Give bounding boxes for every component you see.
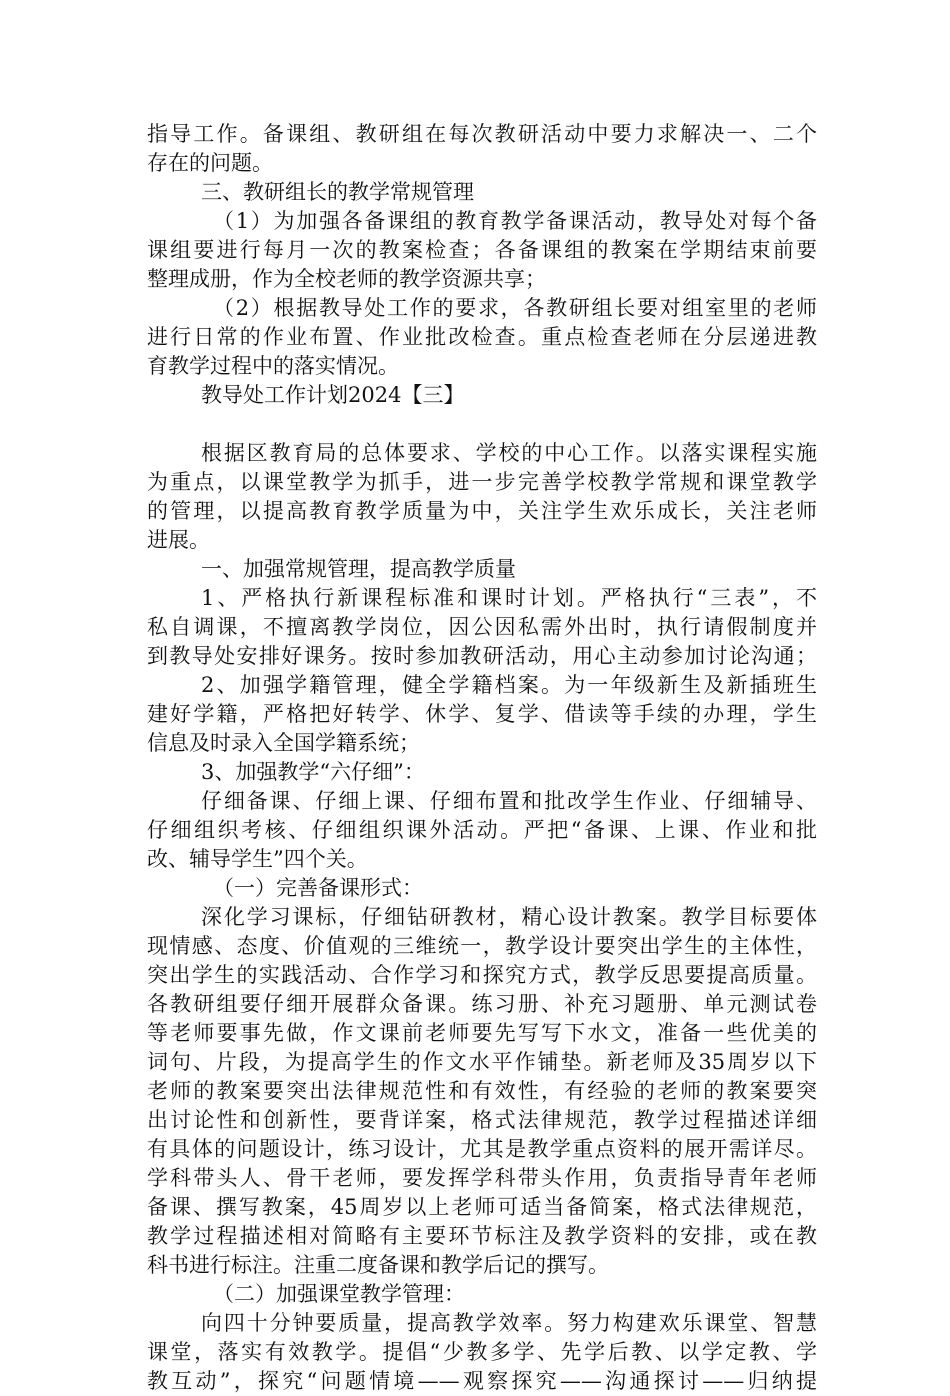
- paragraph-line: 词句、片段，为提高学生的作文水平作铺垫。新老师及35周岁以下: [147, 1050, 817, 1074]
- paragraph-line: 改、辅导学生”四个关。: [147, 847, 368, 871]
- blank-line: [147, 410, 817, 439]
- paragraph-line: 进行日常的作业布置、作业批改检查。重点检查老师在分层递进教: [147, 325, 817, 349]
- paragraph-line: 等老师要事先做，作文课前老师要先写写下水文，准备一些优美的: [147, 1021, 817, 1045]
- paragraph-line: 仔细组织考核、仔细组织课外活动。严把“备课、上课、作业和批: [147, 818, 817, 842]
- paragraph-line: 1、严格执行新课程标准和课时计划。严格执行“三表”，不: [201, 586, 817, 610]
- paragraph-line: 备课、撰写教案，45周岁以上老师可适当备简案，格式法律规范，: [147, 1195, 817, 1219]
- paragraph-line: 存在的问题。: [147, 151, 273, 175]
- paragraph-line: 根据区教育局的总体要求、学校的中心工作。以落实课程实施: [201, 441, 817, 465]
- paragraph-line: 的管理，以提高教育教学质量为中，关注学生欢乐成长，关注老师: [147, 499, 817, 523]
- paragraph-line: 现情感、态度、价值观的三维统一，教学设计要突出学生的主体性，: [147, 934, 817, 958]
- paragraph-line: 课堂，落实有效教学。提倡“少教多学、先学后教、以学定教、学: [147, 1340, 817, 1364]
- document-page: [147, 120, 817, 1396]
- paragraph-line: 向四十分钟要质量，提高教学效率。努力构建欢乐课堂、智慧: [201, 1311, 817, 1335]
- paragraph-line: 课组要进行每月一次的教案检查；各备课组的教案在学期结束前要: [147, 238, 817, 262]
- paragraph-line: 出讨论性和创新性，要背详案，格式法律规范，教学过程描述详细: [147, 1108, 817, 1132]
- paragraph-line: 私自调课，不擅离教学岗位，因公因私需外出时，执行请假制度并: [147, 615, 817, 639]
- paragraph-line: （1）为加强各备课组的教育教学备课活动，教导处对每个备: [213, 209, 817, 233]
- paragraph-line: 育教学过程中的落实情况。: [147, 354, 399, 378]
- paragraph-line: 指导工作。备课组、教研组在每次教研活动中要力求解决一、二个: [147, 122, 817, 146]
- paragraph-line: 学科带头人、骨干老师，要发挥学科带头作用，负责指导青年老师: [147, 1166, 817, 1190]
- paragraph-line: 教互动”，探究“问题情境——观察探究——沟通探讨——归纳提: [147, 1369, 817, 1393]
- paragraph-line: 深化学习课标，仔细钻研教材，精心设计教案。教学目标要体: [201, 905, 817, 929]
- paragraph-line: 有具体的问题设计，练习设计，尤其是教学重点资料的展开需详尽。: [147, 1137, 817, 1161]
- paragraph-line: 教导处工作计划2024【三】: [201, 383, 465, 407]
- paragraph-line: 2、加强学籍管理，健全学籍档案。为一年级新生及新插班生: [201, 673, 817, 697]
- paragraph-line: （2）根据教导处工作的要求，各教研组长要对组室里的老师: [213, 296, 817, 320]
- paragraph-line: 突出学生的实践活动、合作学习和探究方式，教学反思要提高质量。: [147, 963, 817, 987]
- paragraph-line: 信息及时录入全国学籍系统；: [147, 731, 420, 755]
- paragraph-line: 建好学籍，严格把好转学、休学、复学、借读等手续的办理，学生: [147, 702, 817, 726]
- paragraph-line: 整理成册，作为全校老师的教学资源共享；: [147, 267, 546, 291]
- paragraph-line: 仔细备课、仔细上课、仔细布置和批改学生作业、仔细辅导、: [201, 789, 817, 813]
- paragraph-line: 老师的教案要突出法律规范性和有效性，有经验的老师的教案要突: [147, 1079, 817, 1103]
- paragraph-line: 一、加强常规管理，提高教学质量: [201, 557, 516, 581]
- paragraph-line: 各教研组要仔细开展群众备课。练习册、补充习题册、单元测试卷: [147, 992, 817, 1016]
- paragraph-line: （二）加强课堂教学管理：: [213, 1282, 465, 1306]
- paragraph-line: 进展。: [147, 528, 210, 552]
- paragraph-line: 3、加强教学“六仔细”：: [201, 760, 425, 784]
- paragraph-line: 教学过程描述相对简略有主要环节标注及教学资料的安排，或在教: [147, 1224, 817, 1248]
- paragraph-line: 三、教研组长的教学常规管理: [201, 180, 474, 204]
- paragraph-line: 到教导处安排好课务。按时参加教研活动，用心主动参加讨论沟通；: [147, 644, 817, 668]
- paragraph-line: 科书进行标注。注重二度备课和教学后记的撰写。: [147, 1253, 609, 1277]
- paragraph-line: （一）完善备课形式：: [213, 876, 423, 900]
- paragraph-line: 为重点，以课堂教学为抓手，进一步完善学校教学常规和课堂教学: [147, 470, 817, 494]
